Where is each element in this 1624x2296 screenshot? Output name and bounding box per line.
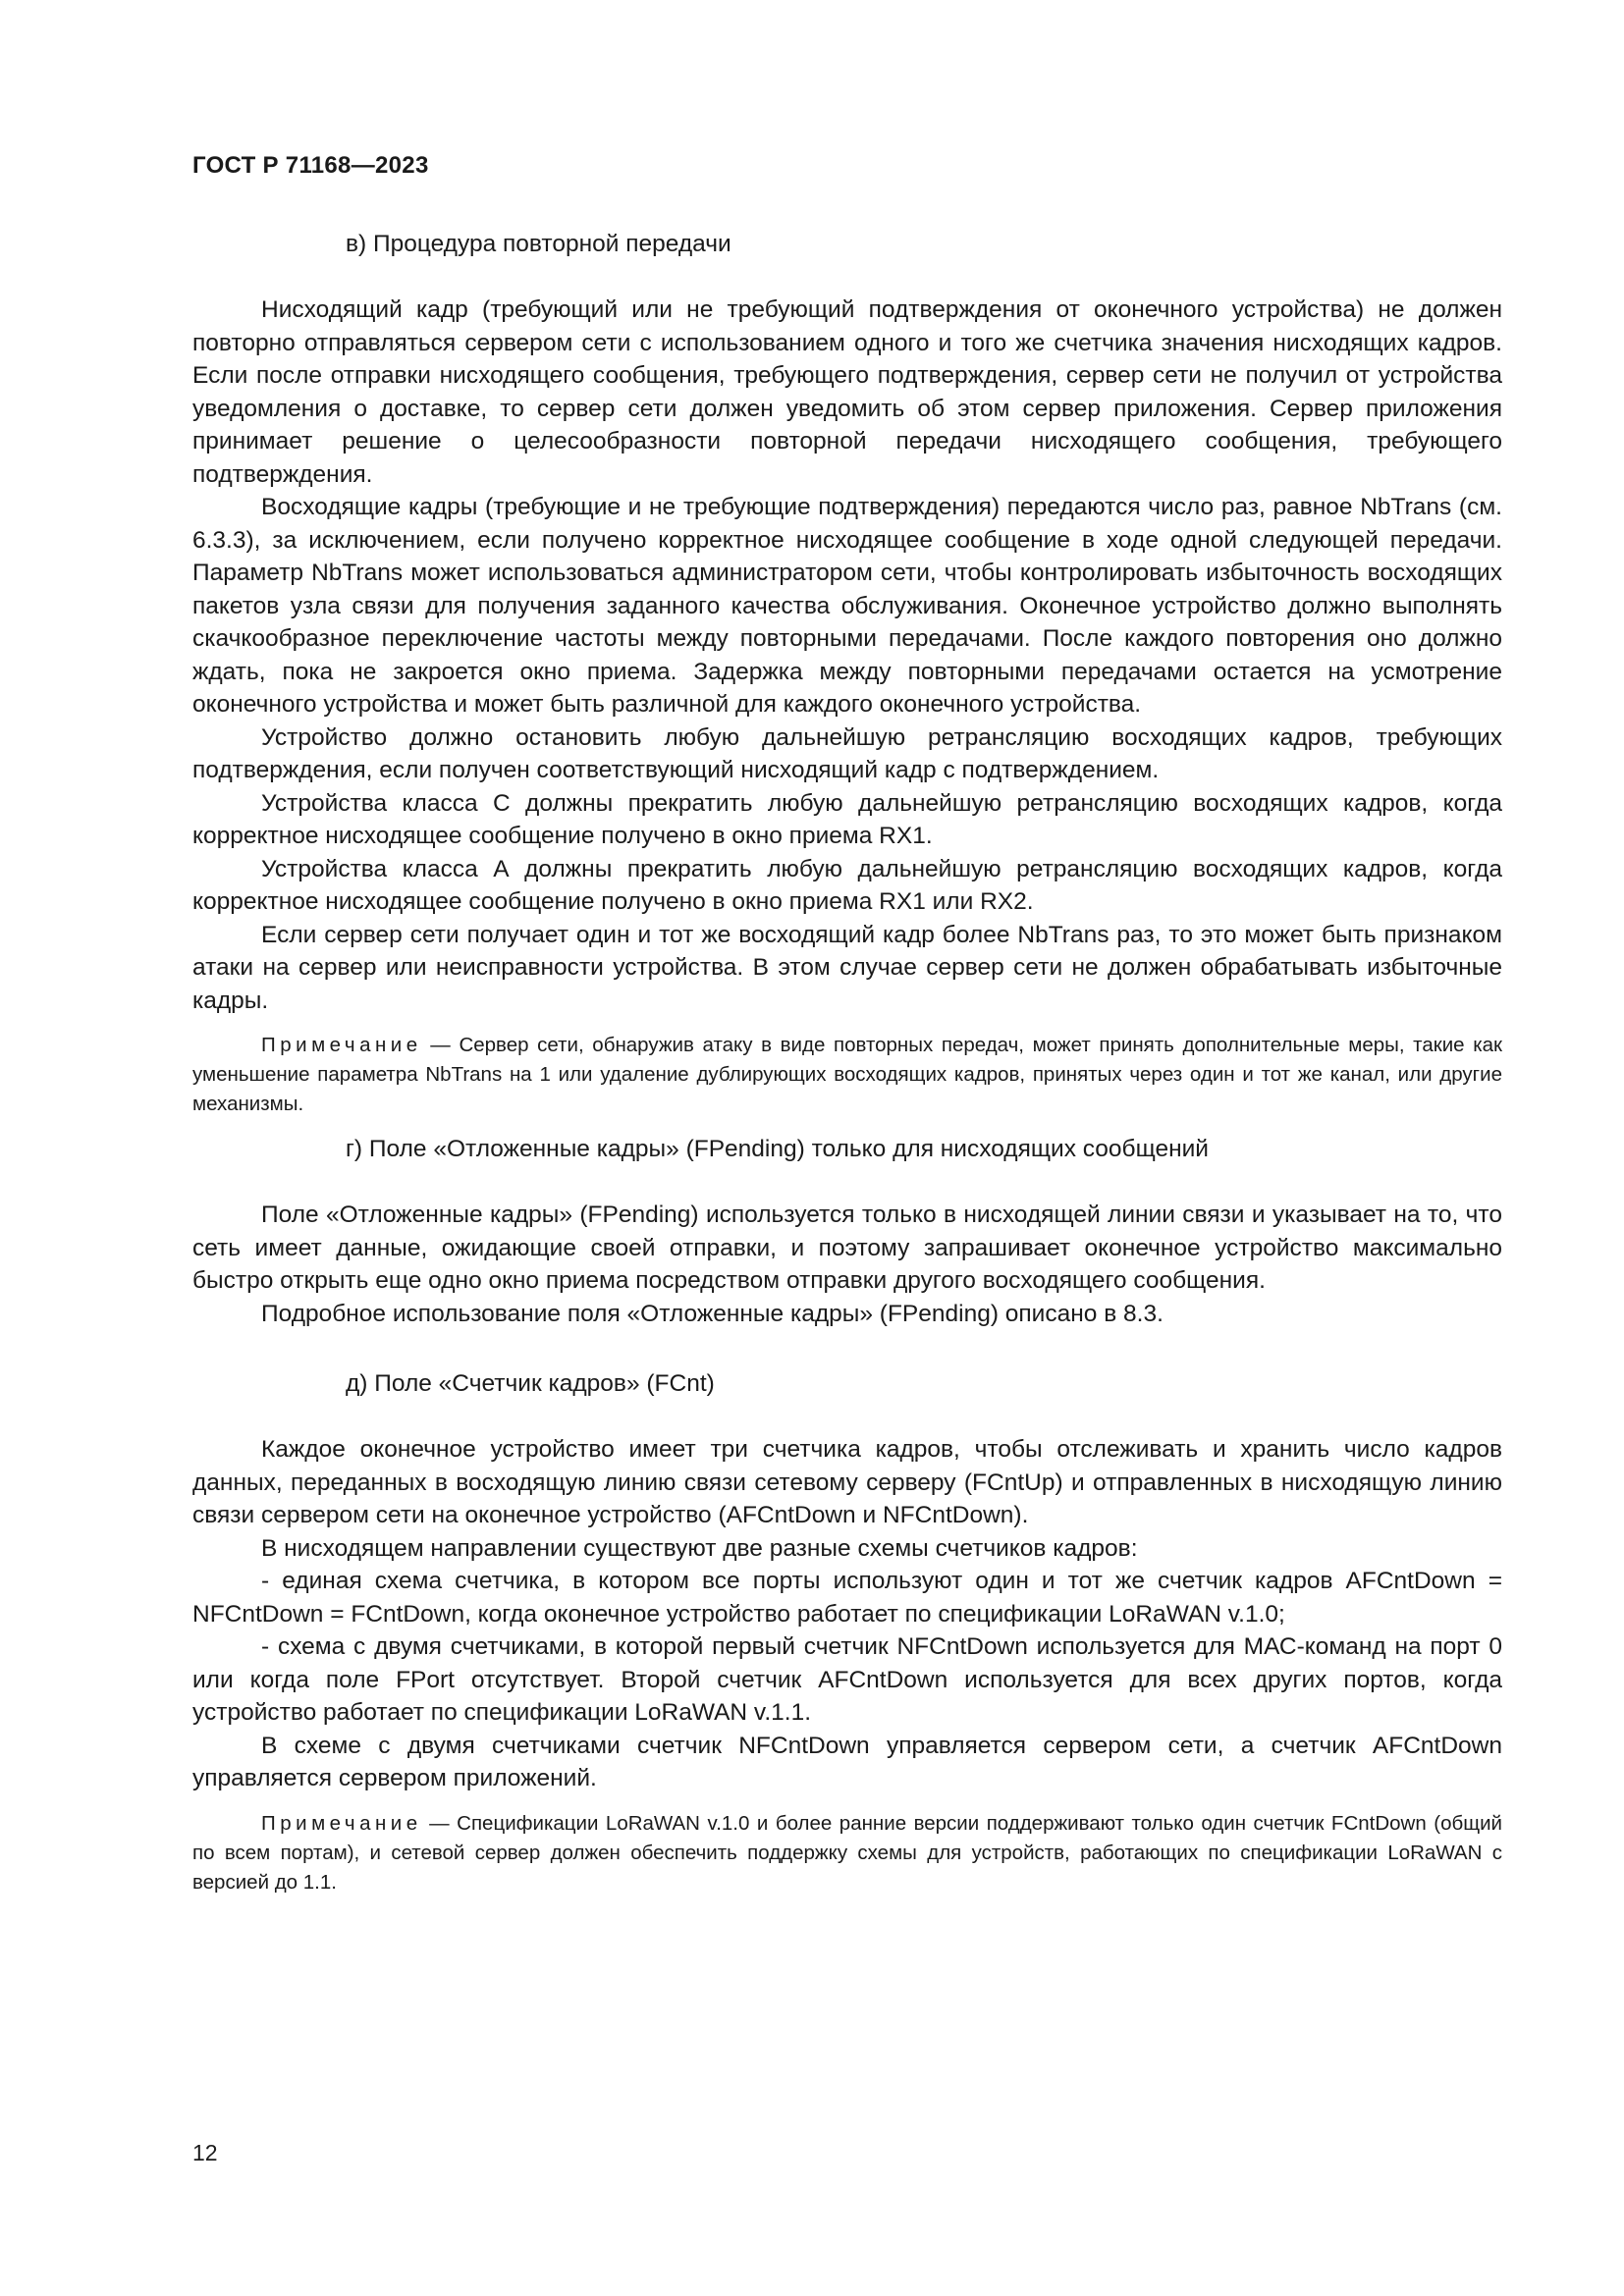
note-label: Примечание xyxy=(261,1811,422,1835)
note-label: Примечание xyxy=(261,1034,422,1056)
paragraph: Восходящие кадры (требующие и не требующие подтверждения) передаются число раз, равное NbTrans (см. 6.3.3), за исключением, если получено корректное нисходящее сообщение в ходе одной следующей передачи. Параметр NbTrans может использоваться администратором сети, чтобы контролировать избыточность восходящих пакетов узла связи для получения заданного качества обслуживания. Оконечное устройство должно выполнять скачкообразное переключение частоты между повторными передачами. После каждого повторения оно должно ждать, пока не закроется окно приема. Задержка между повторными передачами остается на усмотрение оконечного устройства и может быть различной для каждого оконечного устройства. xyxy=(192,494,1502,718)
note-d xyxy=(192,1809,1502,1897)
paragraph: - схема с двумя счетчиками, в которой первый счетчик NFCntDown используется для МАС-команд на порт 0 или когда поле FPort отсутствует. Второй счетчик AFCntDown используется для всех других портов, когда устройство работает по спецификации LoRaWAN v.1.1. xyxy=(192,1633,1502,1726)
document-header: ГОСТ Р 71168—2023 xyxy=(192,152,429,179)
paragraph: Поле «Отложенные кадры» (FPending) используется только в нисходящей линии связи и указывает на то, что сеть имеет данные, ожидающие своей отправки, и поэтому запрашивает оконечное устройство максимально быстро открыть еще одно окно приема посредством отправки другого восходящего сообщения. xyxy=(192,1201,1502,1294)
paragraph: Если сервер сети получает один и тот же восходящий кадр более NbTrans раз, то это может быть признаком атаки на сервер или неисправности устройства. В этом случае сервер сети не должен обрабатывать избыточные кадры. xyxy=(192,921,1502,1014)
note-text: — Спецификации LoRaWAN v.1.0 и более ранние версии поддерживают только один счетчик FCntDown (общий по всем портам), и сетевой сервер должен обеспечить поддержку схемы для устройств, работающих по спецификации LoRaWAN с версией до 1.1. xyxy=(192,1811,1502,1894)
section-heading-g: г) Поле «Отложенные кадры» (FPending) только для нисходящих сообщений xyxy=(346,1136,1209,1162)
paragraph: Каждое оконечное устройство имеет три счетчика кадров, чтобы отслеживать и хранить число кадров данных, переданных в восходящую линию связи сетевому серверу (FCntUp) и отправленных в нисходящую линию связи сервером сети на оконечное устройство (AFCntDown и NFCntDown). xyxy=(192,1436,1502,1528)
paragraph: В схеме с двумя счетчиками счетчик NFCntDown управляется сервером сети, а счетчик AFCntDown управляется сервером приложений. xyxy=(192,1732,1502,1791)
document-body xyxy=(192,228,1502,1907)
page-number: 12 xyxy=(192,2140,218,2165)
paragraph: Устройства класса А должны прекратить любую дальнейшую ретрансляцию восходящих кадров, когда корректное нисходящее сообщение получено в окно приема RX1 или RX2. xyxy=(192,855,1502,915)
note-text: — Сервер сети, обнаружив атаку в виде повторных передач, может принять дополнительные меры, такие как уменьшение параметра NbTrans на 1 или удаление дублирующих восходящих кадров, принятых через один и тот же канал, или другие механизмы. xyxy=(192,1034,1502,1115)
paragraph: Подробное использование поля «Отложенные кадры» (FPending) описано в 8.3. xyxy=(261,1300,1164,1327)
note-v xyxy=(192,1031,1502,1119)
paragraph: В нисходящем направлении существуют две разные схемы счетчиков кадров: xyxy=(261,1534,1138,1562)
paragraph: - единая схема счетчика, в котором все порты используют один и тот же счетчик кадров AFCntDown = NFCntDown = FCntDown, когда оконечное устройство работает по спецификации LoRaWAN v.1.0; xyxy=(192,1568,1502,1628)
paragraph: Нисходящий кадр (требующий или не требующий подтверждения от оконечного устройства) не должен повторно отправляться сервером сети с использованием одного и того же счетчика значения нисходящих кадров. Если после отправки нисходящего сообщения, требующего подтверждения, сервер сети не получил от устройства уведомления о доставке, то сервер сети должен уведомить об этом сервер приложения. Сервер приложения принимает решение о целесообразности повторной передачи нисходящего сообщения, требующего подтверждения. xyxy=(192,296,1502,488)
section-heading-v: в) Процедура повторной передачи xyxy=(346,231,731,257)
section-heading-d: д) Поле «Счетчик кадров» (FCnt) xyxy=(346,1370,715,1397)
paragraph: Устройства класса С должны прекратить любую дальнейшую ретрансляцию восходящих кадров, когда корректное нисходящее сообщение получено в окно приема RX1. xyxy=(192,789,1502,849)
paragraph: Устройство должно остановить любую дальнейшую ретрансляцию восходящих кадров, требующих подтверждения, если получен соответствующий нисходящий кадр с подтверждением. xyxy=(192,723,1502,783)
